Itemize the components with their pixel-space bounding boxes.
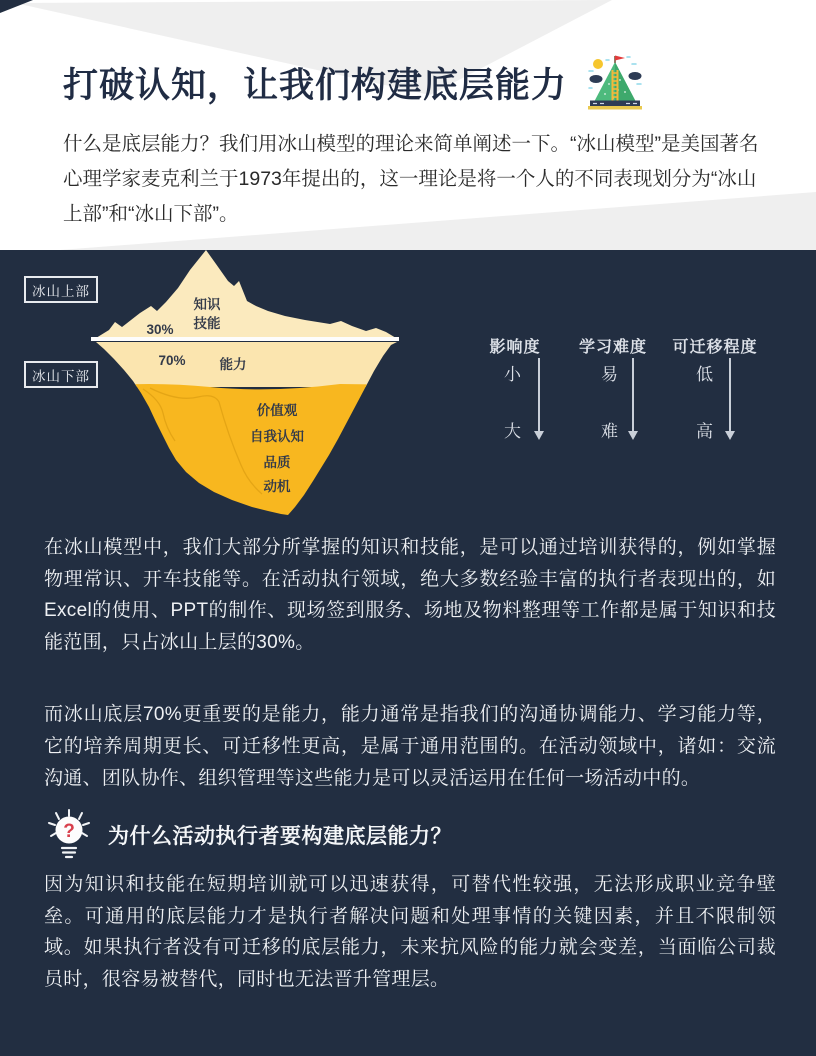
axis-transferability xyxy=(660,334,770,454)
label-box-upper-iceberg: 冰山上部 xyxy=(24,276,98,303)
axis-influence-title: 影响度 xyxy=(489,339,541,356)
axis-influence-top-label: 小 xyxy=(504,365,521,384)
iceberg-label-skills: 技能 xyxy=(193,316,221,331)
iceberg-label-motivation: 动机 xyxy=(263,479,291,494)
waterline xyxy=(91,337,399,341)
paragraph-abilities: 而冰山底层70%更重要的是能力，能力通常是指我们的沟通协调能力、学习能力等，它的培养周期更长、可迁移性更高，是属于通用范围的。在活动领域中，诸如：交流沟通、团队协作、组织管理等这些能力是可以灵活运用在任何一场活动中的。 xyxy=(44,704,776,789)
question-mark-glyph: ? xyxy=(63,821,75,843)
mountain-flag-icon xyxy=(587,54,643,112)
body-text xyxy=(0,532,816,996)
paragraph-why-foundation: 因为知识和技能在短期培训就可以迅速获得，可替代性较强，无法形成职业竞争壁垒。可通用的底层能力才是执行者解决问题和处理事情的关键因素，并且不限制领域。如果执行者没有可迁移的底层能力，未来抗风险的能力就会变差，当面临公司裁员时，很容易被替代，同时也无法晋升管理层。 xyxy=(44,874,776,990)
iceberg-diagram xyxy=(0,250,816,532)
intro-paragraph: 什么是底层能力？我们用冰山模型的理论来简单阐述一下。“冰山模型”是美国著名心理学家麦克利兰于1973年提出的，这一理论是将一个人的不同表现划分为“冰山上部”和“冰山下部”。 xyxy=(63,133,759,225)
header xyxy=(63,54,643,112)
iceberg-label-knowledge: 知识 xyxy=(193,297,221,312)
down-arrow xyxy=(534,358,544,440)
axis-learning-difficulty-bottom-label: 难 xyxy=(601,422,618,441)
iceberg-label-values: 价值观 xyxy=(256,403,298,418)
axis-learning-difficulty xyxy=(558,334,668,454)
axis-influence-bottom-label: 大 xyxy=(504,422,521,441)
iceberg-label-quality: 品质 xyxy=(263,455,291,470)
lightbulb-question-icon xyxy=(44,808,94,862)
down-arrow xyxy=(628,358,638,440)
iceberg-section xyxy=(0,250,816,1056)
axis-transferability-top-label: 低 xyxy=(696,365,713,384)
navy-corner-wedge xyxy=(0,0,33,13)
page-title: 打破认知，让我们构建底层能力 xyxy=(63,66,568,105)
axis-learning-difficulty-title: 学习难度 xyxy=(578,339,647,356)
iceberg-label-ability: 能力 xyxy=(219,357,247,372)
axis-transferability-title: 可迁移程度 xyxy=(672,339,758,356)
axis-influence xyxy=(460,334,570,454)
iceberg-label-self-cognition: 自我认知 xyxy=(250,429,304,444)
axis-learning-difficulty-top-label: 易 xyxy=(601,365,618,384)
iceberg-label-30-percent: 30% xyxy=(146,322,174,337)
label-box-lower-iceberg: 冰山下部 xyxy=(24,361,98,388)
axis-transferability-bottom-label: 高 xyxy=(696,422,713,441)
paragraph-knowledge-skills: 在冰山模型中，我们大部分所掌握的知识和技能，是可以通过培训获得的，例如掌握物理常识、开车技能等。在活动执行领域，绝大多数经验丰富的执行者表现出的，如Excel的使用、PPT的制作、现场签到服务、场地及物料整理等工作都是属于知识和技能范围，只占冰山上层的30%。 xyxy=(44,537,776,653)
question-heading-row xyxy=(44,808,776,862)
iceberg-label-70-percent: 70% xyxy=(158,353,186,368)
question-title: 为什么活动执行者要构建底层能力？ xyxy=(108,825,452,849)
down-arrow xyxy=(725,358,735,440)
